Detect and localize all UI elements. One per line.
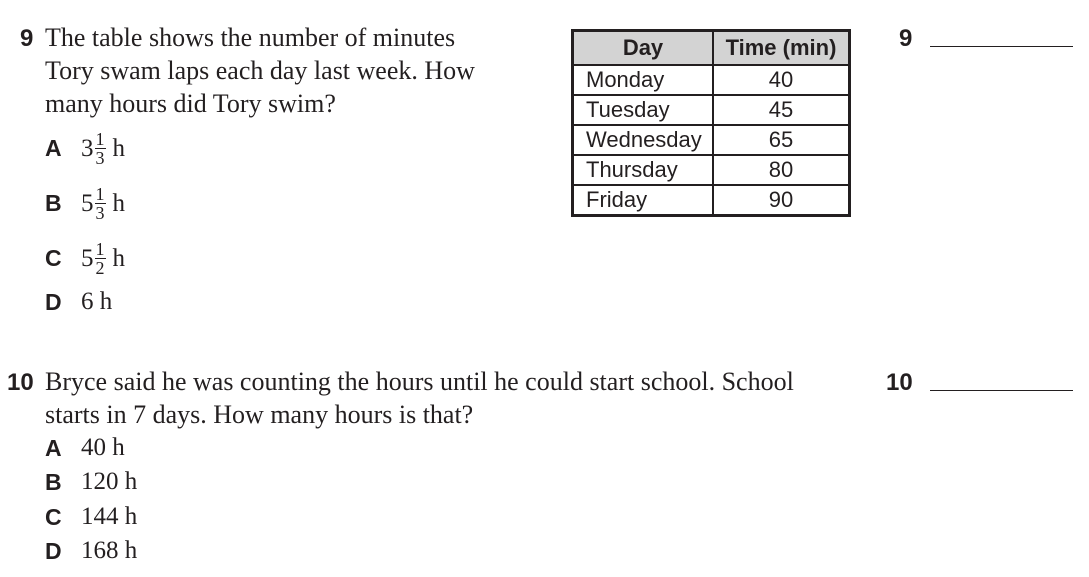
question-10-stem bbox=[45, 365, 794, 431]
question-10-number: 10 bbox=[7, 369, 34, 396]
unit: h bbox=[112, 244, 125, 272]
fraction-numerator: 1 bbox=[95, 184, 105, 204]
question-10-choice-b[interactable] bbox=[45, 468, 137, 496]
table-cell-time: 45 bbox=[713, 95, 850, 125]
table-header-day: Day bbox=[573, 31, 714, 66]
choice-answer: 120 h bbox=[81, 468, 138, 495]
choice-letter: C bbox=[45, 503, 62, 530]
table-row bbox=[573, 65, 850, 95]
table-row bbox=[573, 185, 850, 216]
choice-answer: 40 h bbox=[81, 434, 125, 461]
choice-answer: 168 h bbox=[81, 537, 138, 564]
question-9-choice-b[interactable] bbox=[45, 185, 125, 222]
question-10-choice-a[interactable] bbox=[45, 434, 125, 462]
table-row bbox=[573, 125, 850, 155]
choice-answer bbox=[81, 185, 125, 222]
choice-letter: B bbox=[45, 468, 62, 495]
table-header-row bbox=[573, 31, 850, 66]
table-cell-time: 80 bbox=[713, 155, 850, 185]
mixed-number-whole: 5 bbox=[81, 244, 94, 272]
choice-letter: C bbox=[45, 245, 62, 271]
choice-answer: 6 h bbox=[81, 288, 113, 315]
table-cell-time: 40 bbox=[713, 65, 850, 95]
question-9-choice-c[interactable] bbox=[45, 240, 125, 277]
question-9-choice-d[interactable] bbox=[45, 288, 112, 316]
table-cell-time: 90 bbox=[713, 185, 850, 216]
question-9-stem-line-3: many hours did Tory swim? bbox=[45, 89, 336, 118]
fraction bbox=[95, 130, 106, 167]
question-10-choice-d[interactable] bbox=[45, 537, 137, 565]
fraction-denominator: 2 bbox=[95, 258, 105, 278]
question-9-number: 9 bbox=[20, 25, 34, 52]
unit: h bbox=[112, 134, 125, 162]
question-10-stem-line-2: starts in 7 days. How many hours is that? bbox=[45, 400, 474, 429]
table-cell-day: Thursday bbox=[573, 155, 714, 185]
question-9-stem-line-1: The table shows the number of minutes bbox=[45, 23, 456, 52]
fraction-numerator: 1 bbox=[95, 129, 105, 149]
table-cell-day: Tuesday bbox=[573, 95, 714, 125]
table-header-time: Time (min) bbox=[713, 31, 850, 66]
table-row bbox=[573, 95, 850, 125]
fraction-denominator: 3 bbox=[95, 148, 105, 168]
swim-minutes-table bbox=[571, 29, 851, 217]
fraction-denominator: 3 bbox=[95, 203, 105, 223]
choice-letter: D bbox=[45, 288, 62, 315]
question-9-choice-a[interactable] bbox=[45, 130, 125, 167]
fraction bbox=[95, 240, 106, 277]
choice-answer bbox=[81, 240, 125, 277]
choice-letter: B bbox=[45, 190, 62, 216]
table-cell-day: Friday bbox=[573, 185, 714, 216]
choice-letter: A bbox=[45, 434, 62, 461]
fraction bbox=[95, 185, 106, 222]
answer-9-number: 9 bbox=[899, 25, 913, 52]
question-10-choice-c[interactable] bbox=[45, 503, 137, 531]
question-10-stem-line-1: Bryce said he was counting the hours until he could start school. School bbox=[45, 367, 794, 396]
answer-9-line[interactable] bbox=[930, 46, 1073, 47]
unit: h bbox=[112, 189, 125, 217]
choice-letter: A bbox=[45, 135, 62, 161]
mixed-number-whole: 3 bbox=[81, 134, 94, 162]
table-cell-time: 65 bbox=[713, 125, 850, 155]
choice-answer: 144 h bbox=[81, 503, 138, 530]
table-row bbox=[573, 155, 850, 185]
table-cell-day: Monday bbox=[573, 65, 714, 95]
fraction-numerator: 1 bbox=[95, 239, 105, 259]
question-9-stem-line-2: Tory swam laps each day last week. How bbox=[45, 56, 475, 85]
mixed-number-whole: 5 bbox=[81, 189, 94, 217]
answer-10-line[interactable] bbox=[930, 390, 1073, 391]
answer-10-number: 10 bbox=[886, 369, 913, 396]
table-cell-day: Wednesday bbox=[573, 125, 714, 155]
choice-letter: D bbox=[45, 537, 62, 564]
question-9-stem bbox=[45, 21, 475, 120]
choice-answer bbox=[81, 130, 125, 167]
